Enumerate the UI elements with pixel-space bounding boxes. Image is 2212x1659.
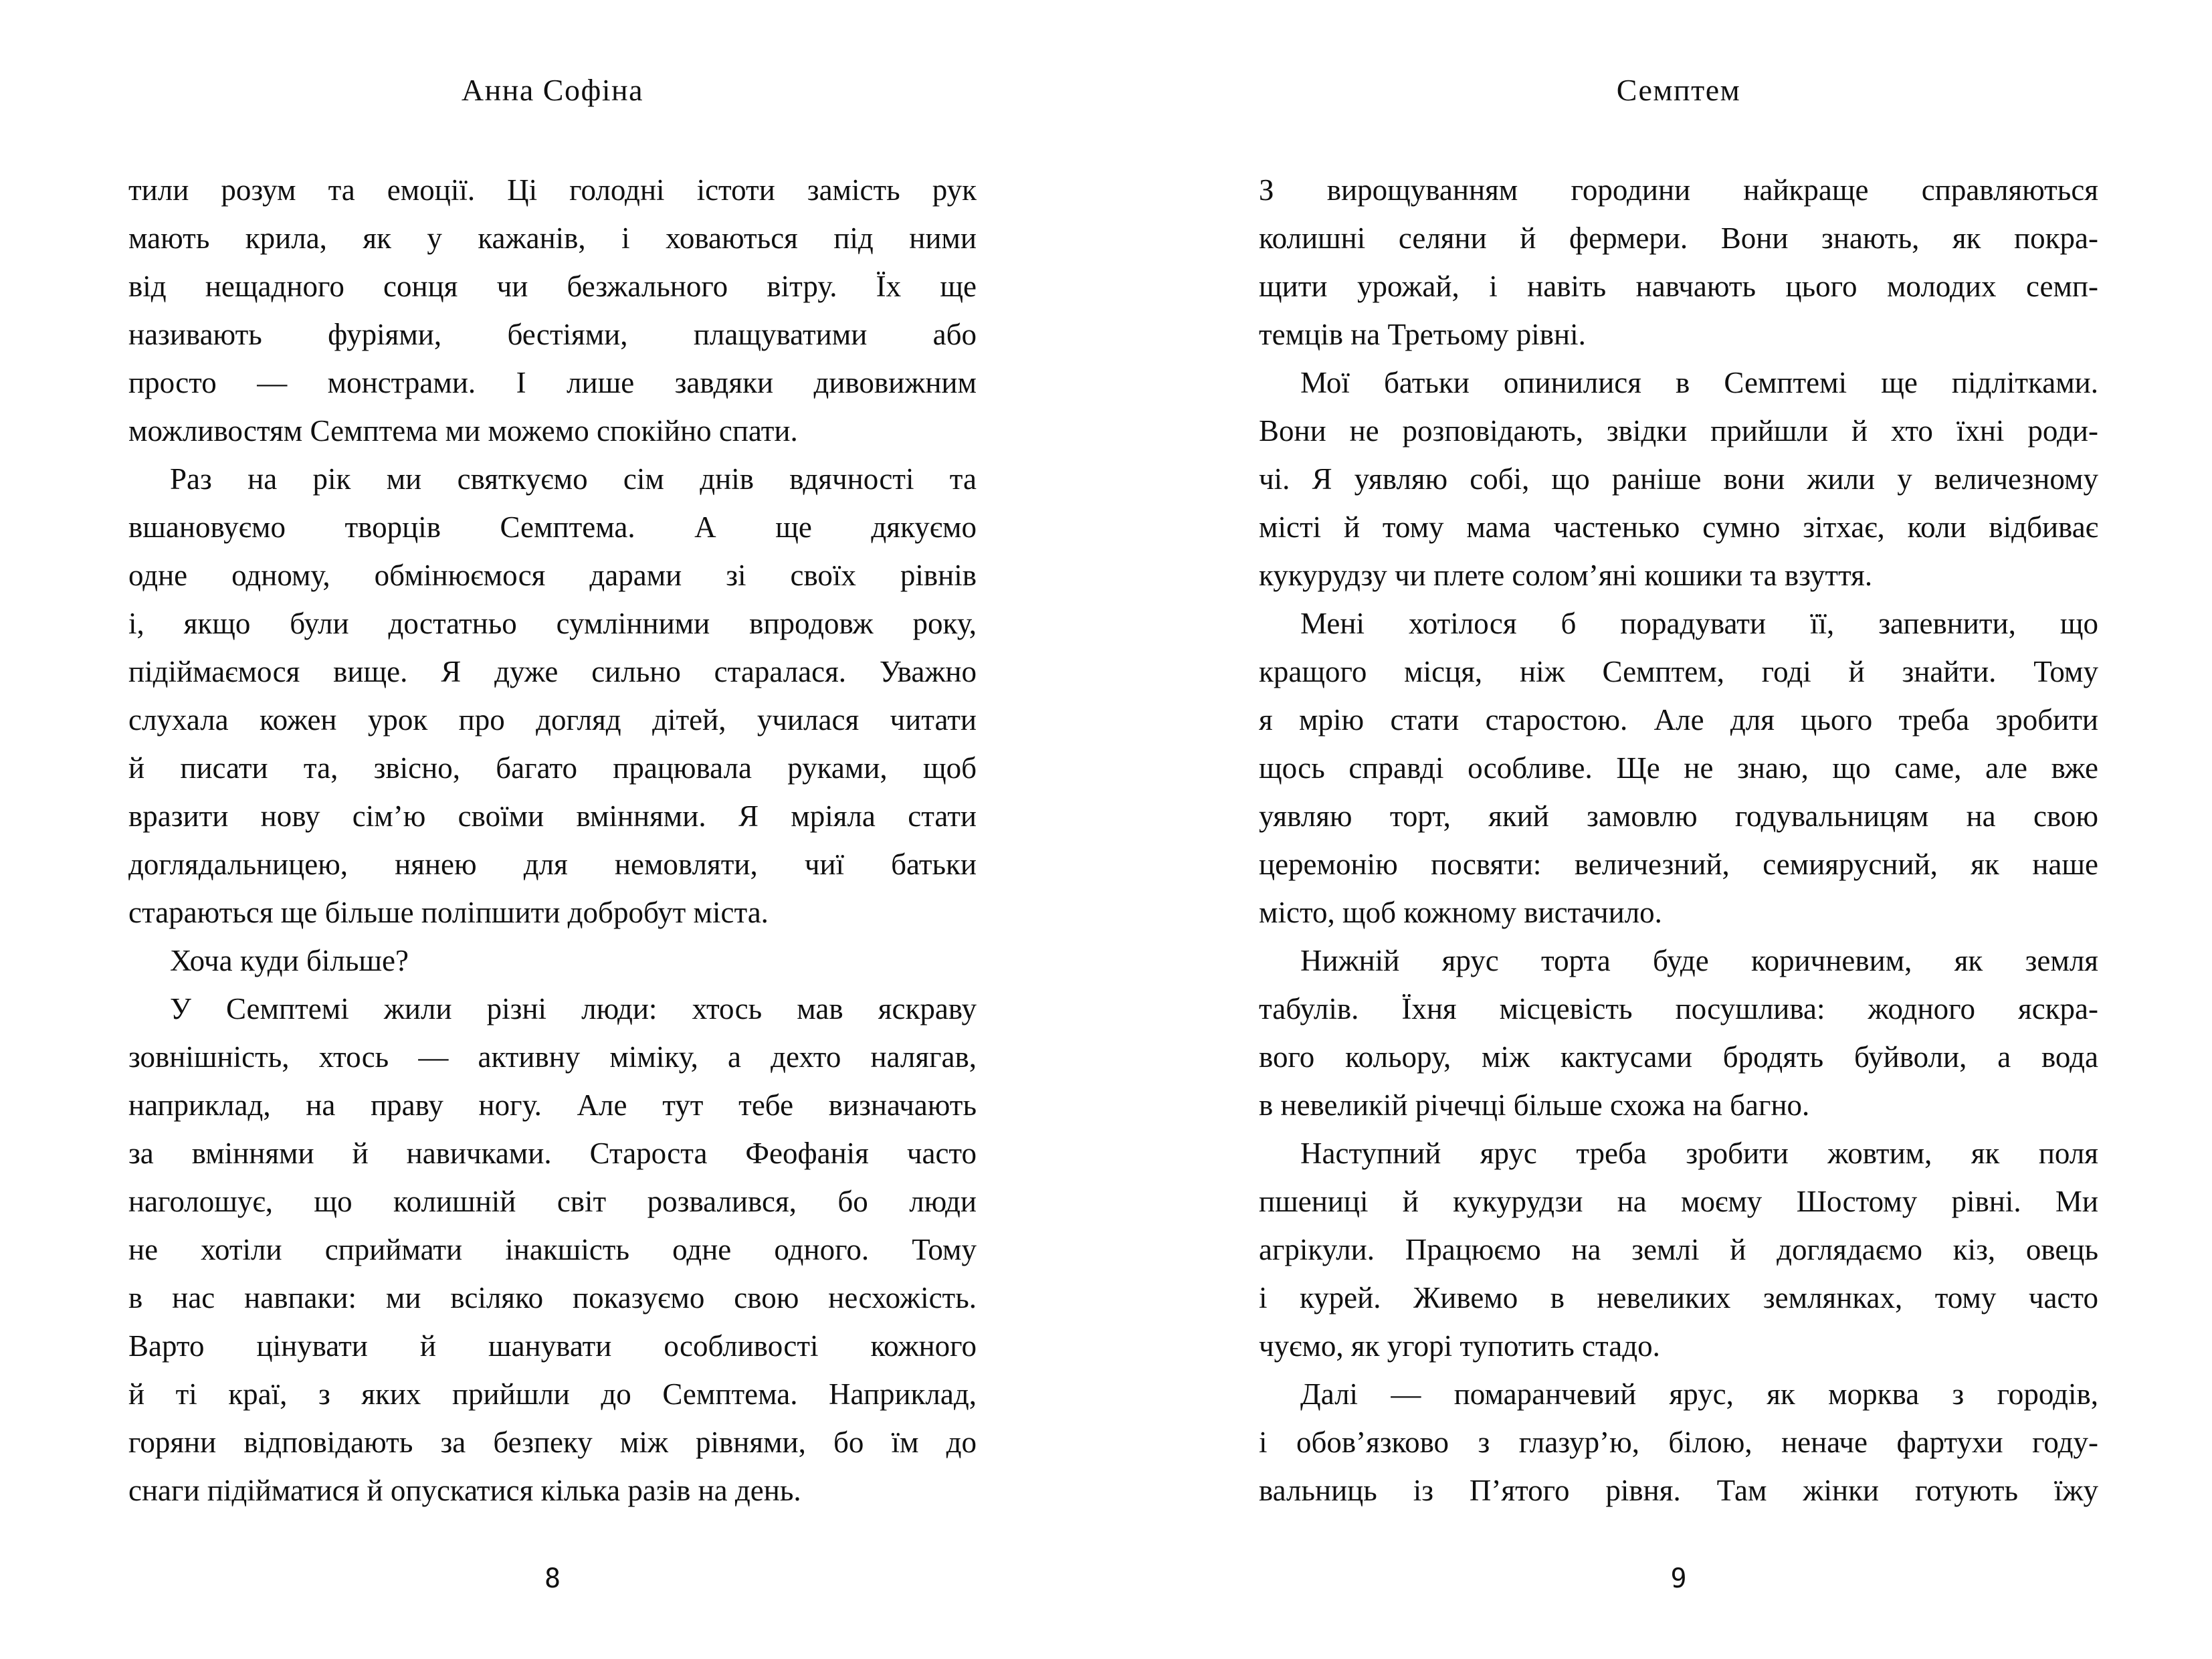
text-line: Варто цінувати й шанувати особливості кожного xyxy=(128,1329,977,1363)
text-line: вразити нову сім’ю своїми вміннями. Я мріяла стати xyxy=(128,799,977,833)
text-line: не хотіли сприймати інакшість одне одного. Тому xyxy=(128,1233,977,1266)
text-line: в невеликій річечці більше схожа на багно. xyxy=(1259,1088,1810,1122)
text-line: Мені хотілося б порадувати її, запевнити, що xyxy=(1300,607,2098,640)
text-line: від нещадного сонця чи безжального вітру. Їх ще xyxy=(128,270,977,303)
text-line: й ті краї, з яких прийшли до Семптема. Наприклад, xyxy=(128,1377,977,1411)
text-line: я мрію стати старостою. Але для цього треба зробити xyxy=(1259,703,2098,737)
text-line: наприклад, на праву ногу. Але тут тебе визначають xyxy=(128,1088,977,1122)
right-page xyxy=(1259,0,2098,1659)
text-line: снаги підійматися й опускатися кілька разів на день. xyxy=(128,1474,801,1507)
text-line: слухала кожен урок про догляд дітей, училася читати xyxy=(128,703,977,737)
text-line: можливостям Семптема ми можемо спокійно спати. xyxy=(128,414,798,448)
page-text-left xyxy=(128,166,977,1515)
text-line: щити урожай, і навіть навчають цього молодих семп- xyxy=(1259,270,2098,303)
running-header-author: Анна Софіна xyxy=(461,73,644,107)
text-line: наголошує, що колишній світ розвалився, бо люди xyxy=(128,1185,977,1218)
text-line: Далі — помаранчевий ярус, як морква з городів, xyxy=(1300,1377,2098,1411)
text-line: уявляю торт, який замовлю годувальницям на свою xyxy=(1259,799,2098,833)
text-line: чуємо, як угорі тупотить стадо. xyxy=(1259,1329,1660,1363)
text-line: мають крила, як у кажанів, і ховаються під ними xyxy=(128,221,977,255)
text-line: табулів. Їхня місцевість посушлива: жодного яскра- xyxy=(1259,992,2098,1026)
text-line: й писати та, звісно, багато працювала руками, щоб xyxy=(128,751,977,785)
text-line: щось справді особливе. Ще не знаю, що саме, але вже xyxy=(1259,751,2098,785)
text-line: одне одному, обмінюємося дарами зі своїх рівнів xyxy=(128,559,977,592)
text-line: Нижній ярус торта буде коричневим, як земля xyxy=(1300,944,2098,977)
text-line: чі. Я уявляю собі, що раніше вони жили у величезному xyxy=(1259,462,2098,496)
text-line: Мої батьки опинилися в Семптемі ще підлітками. xyxy=(1300,366,2098,399)
text-line: і курей. Живемо в невеликих землянках, тому часто xyxy=(1259,1281,2098,1314)
text-line: називають фуріями, бестіями, плащуватими або xyxy=(128,318,977,351)
text-line: доглядальницею, нянею для немовляти, чиї батьки xyxy=(128,848,977,881)
text-line: Хоча куди більше? xyxy=(170,944,409,977)
text-line: кращого місця, ніж Семптем, годі й знайти. Тому xyxy=(1259,655,2098,688)
text-line: вшановуємо творців Семптема. А ще дякуємо xyxy=(128,510,977,544)
left-page xyxy=(128,0,977,1659)
text-line: в нас навпаки: ми всіляко показуємо свою несхожість. xyxy=(128,1281,977,1314)
text-line: колишні селяни й фермери. Вони знають, як покра- xyxy=(1259,221,2098,255)
text-line: горяни відповідають за безпеку між рівнями, бо їм до xyxy=(128,1426,977,1459)
text-line: кукурудзу чи плете солом’яні кошики та взуття. xyxy=(1259,559,1873,592)
text-line: місто, щоб кожному вистачило. xyxy=(1259,896,1662,929)
page-text-right xyxy=(1259,166,2098,1515)
text-line: зовнішність, хтось — активну міміку, а дехто налягав, xyxy=(128,1040,977,1074)
text-line: вальниць із П’ятого рівня. Там жінки готують їжу xyxy=(1259,1474,2098,1507)
text-line: пшениці й кукурудзи на моєму Шостому рівні. Ми xyxy=(1259,1185,2098,1218)
text-line: підіймаємося вище. Я дуже сильно старалася. Уважно xyxy=(128,655,977,688)
text-line: У Семптемі жили різні люди: хтось мав яскраву xyxy=(170,992,977,1026)
text-line: Вони не розповідають, звідки прийшли й хто їхні роди- xyxy=(1259,414,2098,448)
page-number-left: 8 xyxy=(544,1563,561,1594)
text-line: тили розум та емоції. Ці голодні істоти замість рук xyxy=(128,173,977,207)
text-line: З вирощуванням городини найкраще справляються xyxy=(1259,173,2098,207)
text-line: за вміннями й навичками. Староста Феофанія часто xyxy=(128,1137,977,1170)
page-number-right: 9 xyxy=(1670,1563,1687,1594)
text-line: Наступний ярус треба зробити жовтим, як поля xyxy=(1300,1137,2098,1170)
text-line: і, якщо були достатньо сумлінними впродовж року, xyxy=(128,607,977,640)
text-line: темців на Третьому рівні. xyxy=(1259,318,1586,351)
text-line: Раз на рік ми святкуємо сім днів вдячності та xyxy=(170,462,977,496)
text-line: церемонію посвяти: величезний, семиярусний, як наше xyxy=(1259,848,2098,881)
text-line: місті й тому мама частенько сумно зітхає, коли відбиває xyxy=(1259,510,2098,544)
text-line: стараються ще більше поліпшити добробут міста. xyxy=(128,896,769,929)
text-line: агрікули. Працюємо на землі й доглядаємо кіз, овець xyxy=(1259,1233,2098,1266)
running-header-title: Семптем xyxy=(1616,73,1741,107)
text-line: і обов’язково з глазур’ю, білою, неначе фартухи году- xyxy=(1259,1426,2098,1459)
text-line: просто — монстрами. І лише завдяки дивовижним xyxy=(128,366,977,399)
text-line: вого кольору, між кактусами бродять буйволи, а вода xyxy=(1259,1040,2098,1074)
